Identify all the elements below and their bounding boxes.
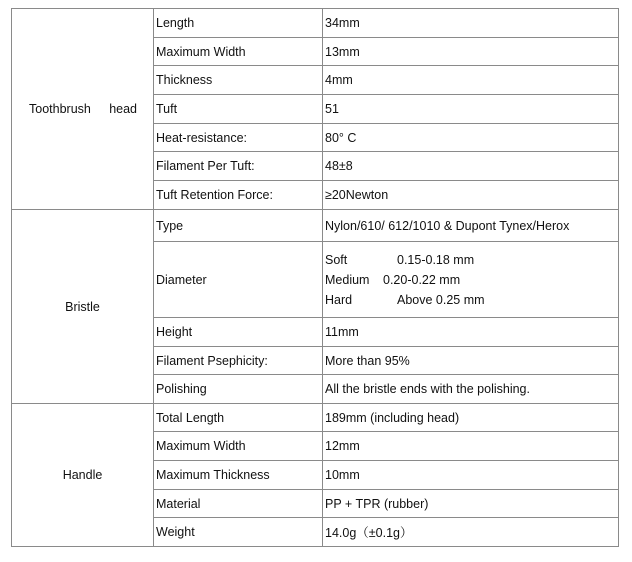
value-cell: 4mm: [323, 66, 619, 95]
property-cell: Weight: [154, 518, 323, 547]
category-label: Handle: [62, 468, 103, 482]
diameter-range: Above 0.25 mm: [397, 292, 485, 307]
category-cell-toothbrush-head: [12, 9, 154, 210]
value-cell: 11mm: [323, 318, 619, 347]
category-label: Bristle: [65, 299, 100, 314]
value-cell: All the bristle ends with the polishing.: [323, 375, 619, 404]
property-cell: Material: [154, 490, 323, 518]
diameter-line: [325, 250, 616, 270]
table-row: [12, 404, 619, 432]
property-cell: Maximum Thickness: [154, 461, 323, 490]
diameter-range: 0.15-0.18 mm: [397, 252, 475, 267]
value-cell: 189mm (including head): [323, 404, 619, 432]
property-cell: Filament Psephicity:: [154, 347, 323, 375]
value-cell: PP + TPR (rubber): [323, 490, 619, 518]
value-cell: Nylon/610/ 612/1010 & Dupont Tynex/Herox: [323, 210, 619, 242]
category-cell-handle: [12, 404, 154, 547]
value-cell: 51: [323, 95, 619, 124]
diameter-line: [325, 290, 616, 310]
property-cell: Total Length: [154, 404, 323, 432]
property-cell: Length: [154, 9, 323, 38]
property-cell: Diameter: [154, 242, 323, 318]
category-cell-bristle: [12, 210, 154, 404]
value-cell: 12mm: [323, 432, 619, 461]
value-cell: 34mm: [323, 9, 619, 38]
value-cell: 48±8: [323, 152, 619, 181]
property-cell: Tuft Retention Force:: [154, 181, 323, 210]
value-cell: ≥20Newton: [323, 181, 619, 210]
property-cell: Thickness: [154, 66, 323, 95]
diameter-grade: Soft: [325, 252, 348, 267]
category-label: Toothbrush: [29, 102, 91, 116]
property-cell: Maximum Width: [154, 38, 323, 66]
property-cell: Polishing: [154, 375, 323, 404]
value-cell: 14.0g（±0.1g）: [323, 518, 619, 547]
property-cell: Type: [154, 210, 323, 242]
value-cell: 13mm: [323, 38, 619, 66]
diameter-line: [325, 270, 616, 290]
table-row: [12, 210, 619, 242]
property-cell: Heat-resistance:: [154, 124, 323, 152]
value-cell: More than 95%: [323, 347, 619, 375]
property-cell: Maximum Width: [154, 432, 323, 461]
diameter-grade: Hard: [325, 292, 353, 307]
diameter-grade: Medium: [325, 272, 370, 287]
diameter-value-cell: [323, 242, 619, 318]
spec-table: [11, 8, 619, 547]
property-cell: Height: [154, 318, 323, 347]
category-label: head: [109, 102, 137, 116]
value-cell: 80° C: [323, 124, 619, 152]
diameter-range: 0.20-0.22 mm: [383, 272, 461, 287]
property-cell: Filament Per Tuft:: [154, 152, 323, 181]
property-cell: Tuft: [154, 95, 323, 124]
value-cell: 10mm: [323, 461, 619, 490]
table-row: [12, 9, 619, 38]
